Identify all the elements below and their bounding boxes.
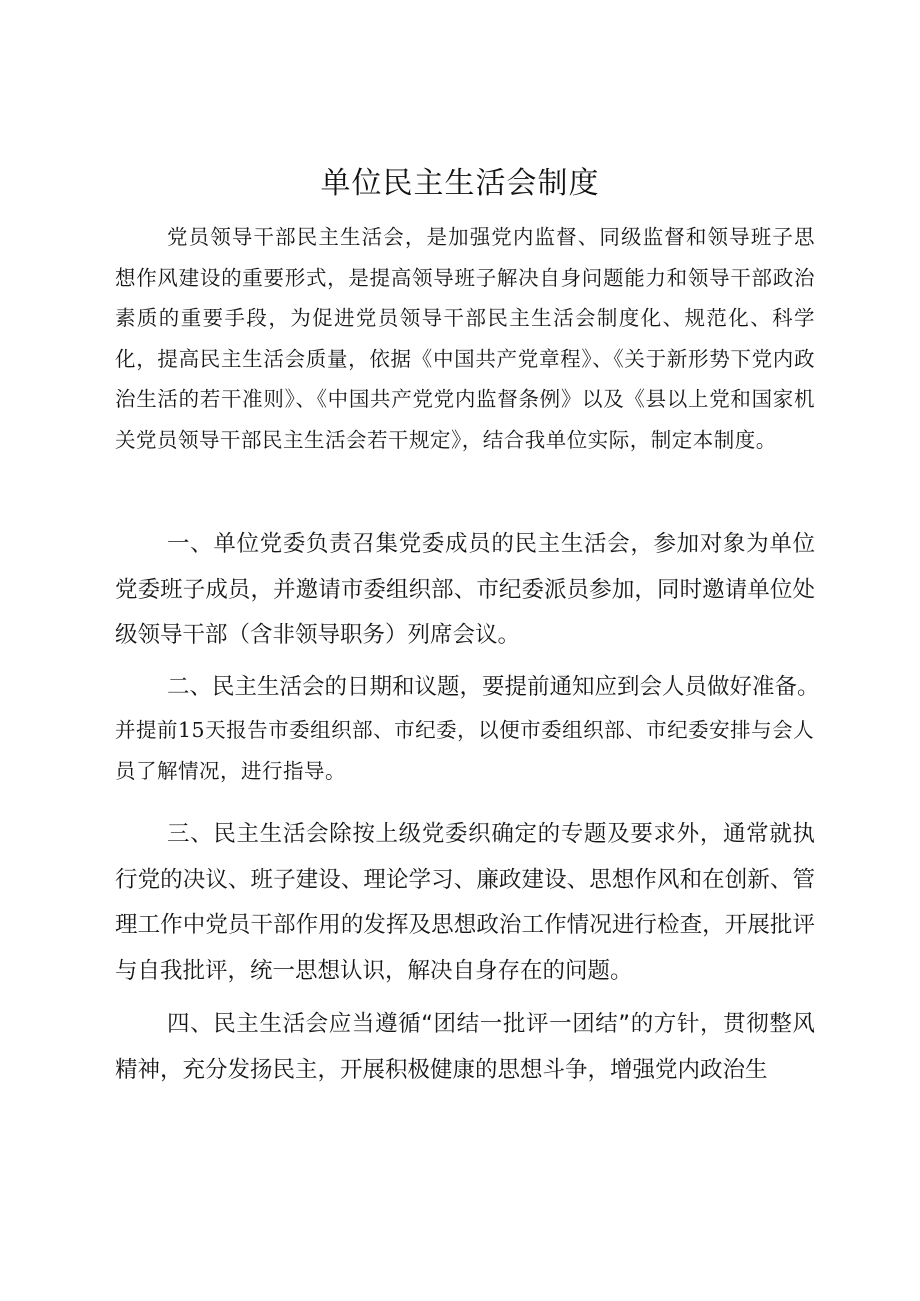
section-2-heading-line: 二、民主生活会的日期和议题，要提前通知应到会人员做好准备。 <box>167 674 820 700</box>
section-2-body: 并提前15天报告市委组织部、市纪委，以便市委组织部、市纪委安排与会人员了解情况，进行指导。 <box>115 718 815 783</box>
intro-paragraph: 党员领导干部民主生活会，是加强党内监督、同级监督和领导班子思想作风建设的重要形式，是提高领导班子解决自身问题能力和领导干部政治素质的重要手段，为促进党员领导干部民主生活会制度化、规范化、科学化，提高民主生活会质量，依据《中国共产党章程》、《关于新形势下党内政治生活的若干准则》、《中国共产党党内监督条例》以及《县以上党和国家机关党员领导干部民主生活会若干规定》，结合我单位实际，制定本制度。 <box>115 225 815 452</box>
section-4-paragraph: 四、民主生活会应当遵循“团结一批评一团结”的方针，贯彻整风精神，充分发扬民主，开展积极健康的思想斗争，增强党内政治生 <box>115 1011 815 1083</box>
section-2-paragraph <box>115 665 820 792</box>
section-3-paragraph: 三、民主生活会除按上级党委织确定的专题及要求外，通常就执行党的决议、班子建设、理论学习、廉政建设、思想作风和在创新、管理工作中党员干部作用的发挥及思想政治工作情况进行检查，开展批评与自我批评，统一思想认识，解决自身存在的问题。 <box>115 821 815 984</box>
page-title: 单位民主生活会制度 <box>320 166 600 201</box>
section-1-paragraph: 一、单位党委负责召集党委成员的民主生活会，参加对象为单位党委班子成员，并邀请市委组织部、市纪委派员参加，同时邀请单位处级领导干部（含非领导职务）列席会议。 <box>115 531 815 649</box>
